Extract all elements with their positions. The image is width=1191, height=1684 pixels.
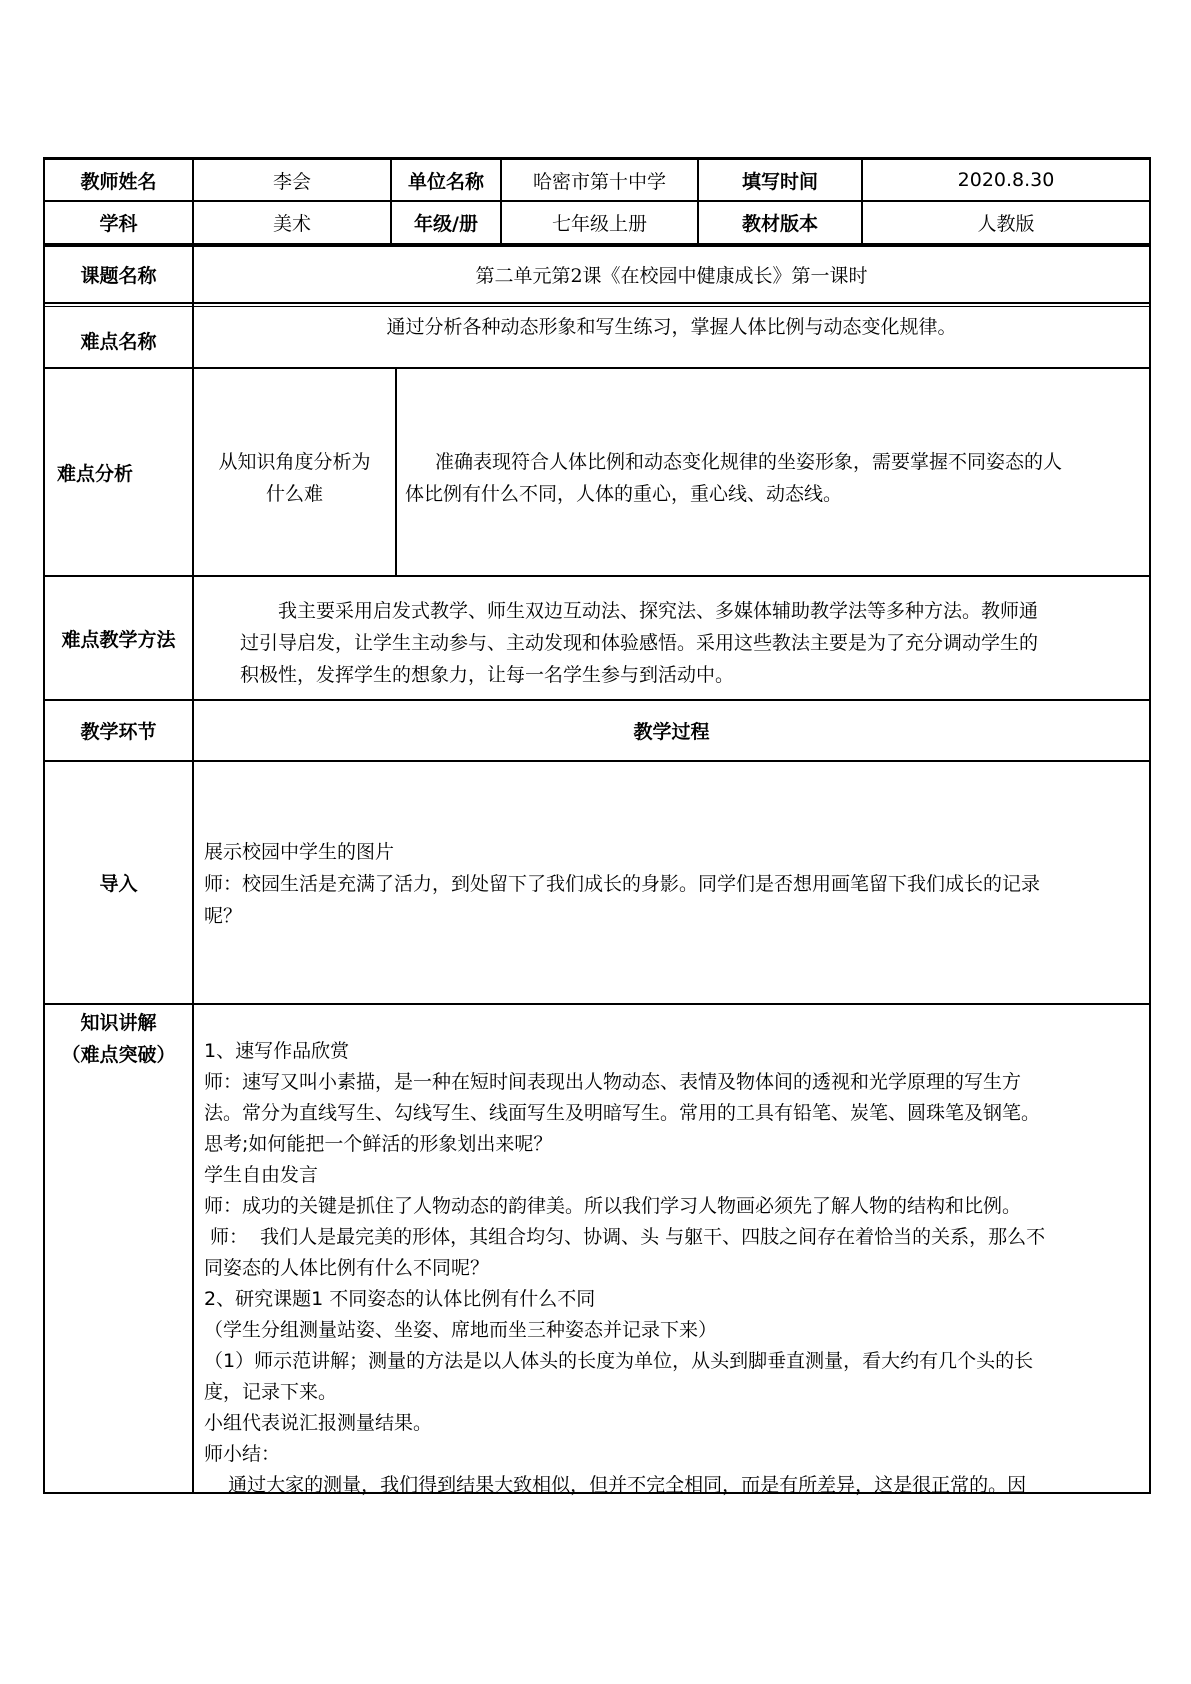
grade-label: 年级/册 — [414, 213, 478, 235]
knowledge-line: 师：速写又叫小素描，是一种在短时间表现出人物动态、表情及物体间的透视和光学原理的写生方 — [204, 1071, 1022, 1093]
grade-value: 七年级上册 — [551, 213, 647, 235]
knowledge-text — [204, 1036, 1144, 1501]
teacher-name-label: 教师姓名 — [80, 170, 157, 193]
column-divider — [395, 367, 397, 577]
analysis-text — [405, 446, 1145, 510]
knowledge-line: 思考;如何能把一个鲜活的形象划出来呢？ — [204, 1133, 553, 1155]
method-label: 难点教学方法 — [61, 628, 176, 651]
knowledge-line: （1）师示范讲解；测量的方法是以人体头的长度为单位，从头到脚垂直测量，看大约有几个头的长 — [204, 1350, 1034, 1372]
method-line-3: 积极性，发挥学生的想象力，让每一名学生参与到活动中。 — [240, 664, 735, 686]
method-line-1: 我主要采用启发式教学、师生双边互动法、探究法、多媒体辅助教学法等多种方法。教师通 — [278, 600, 1039, 622]
row-divider — [43, 760, 1151, 762]
knowledge-line: 师： 我们人是最完美的形体，其组合均匀、协调、头 与躯干、四肢之间存在着恰当的关系，那么不 — [204, 1226, 1046, 1248]
row-divider — [43, 575, 1151, 577]
knowledge-line: 1、速写作品欣赏 — [204, 1040, 350, 1062]
teacher-name-value: 李会 — [272, 170, 311, 193]
method-text — [240, 595, 1145, 691]
analysis-line-1: 准确表现符合人体比例和动态变化规律的坐姿形象，需要掌握不同姿态的人 — [435, 451, 1063, 473]
edition-label: 教材版本 — [741, 213, 818, 235]
knowledge-line: 通过大家的测量，我们得到结果大致相似，但并不完全相同，而是有所差异，这是很正常的。因 — [204, 1474, 1027, 1496]
unit-name-label: 单位名称 — [407, 170, 484, 193]
subject-value: 美术 — [272, 213, 311, 235]
intro-line-3: 呢？ — [204, 905, 243, 927]
topic-label: 课题名称 — [80, 265, 157, 287]
knowledge-label-line-2: （难点突破） — [61, 1044, 176, 1066]
analysis-sublabel — [194, 446, 395, 510]
knowledge-line: 度，记录下来。 — [204, 1381, 338, 1403]
method-line-2: 过引导启发，让学生主动参与、主动发现和体验感悟。采用这些教法主要是为了充分调动学生的 — [240, 632, 1039, 654]
knowledge-line: 同姿态的人体比例有什么不同呢？ — [204, 1257, 490, 1279]
knowledge-line: 法。常分为直线写生、勾线写生、线面写生及明暗写生。常用的工具有铅笔、炭笔、圆珠笔及钢笔。 — [204, 1102, 1041, 1124]
analysis-label: 难点分析 — [56, 462, 133, 485]
row-divider — [43, 1003, 1151, 1005]
knowledge-line: （学生分组测量站姿、坐姿、席地而坐三种姿态并记录下来） — [204, 1319, 718, 1341]
difficulty-label: 难点名称 — [80, 331, 157, 353]
intro-line-1: 展示校园中学生的图片 — [204, 841, 395, 863]
unit-name-value: 哈密市第十中学 — [532, 170, 666, 193]
subject-label: 学科 — [99, 213, 138, 235]
difficulty-value: 通过分析各种动态形象和写生练习，掌握人体比例与动态变化规律。 — [386, 315, 957, 338]
analysis-sublabel-line-1: 从知识角度分析为 — [218, 451, 371, 473]
row-divider — [43, 367, 1151, 369]
knowledge-line: 师：成功的关键是抓住了人物动态的韵律美。所以我们学习人物画必须先了解人物的结构和比例。 — [204, 1195, 1022, 1217]
knowledge-line: 学生自由发言 — [204, 1164, 319, 1186]
fill-time-value: 2020.8.30 — [957, 169, 1055, 191]
knowledge-line: 2、研究课题1 不同姿态的认体比例有什么不同 — [204, 1288, 596, 1310]
edition-value: 人教版 — [977, 213, 1035, 235]
intro-text — [204, 836, 1144, 932]
knowledge-label — [45, 1007, 192, 1071]
knowledge-line: 师小结： — [204, 1443, 281, 1465]
intro-label: 导入 — [99, 873, 138, 895]
column-divider — [192, 157, 194, 1494]
knowledge-label-line-1: 知识讲解 — [80, 1012, 157, 1034]
analysis-sublabel-line-2: 什么难 — [265, 483, 323, 505]
process-section-label: 教学环节 — [80, 721, 157, 743]
table-border-right — [1149, 157, 1151, 1494]
row-divider — [43, 302, 1151, 304]
topic-value: 第二单元第2课《在校园中健康成长》第一课时 — [475, 265, 868, 287]
fill-time-label: 填写时间 — [741, 170, 818, 193]
intro-line-2: 师：校园生活是充满了活力，到处留下了我们成长的身影。同学们是否想用画笔留下我们成长的记录 — [204, 873, 1041, 895]
knowledge-line: 小组代表说汇报测量结果。 — [204, 1412, 433, 1434]
analysis-line-2: 体比例有什么不同，人体的重心，重心线、动态线。 — [405, 483, 843, 505]
process-header-value: 教学过程 — [633, 721, 710, 743]
